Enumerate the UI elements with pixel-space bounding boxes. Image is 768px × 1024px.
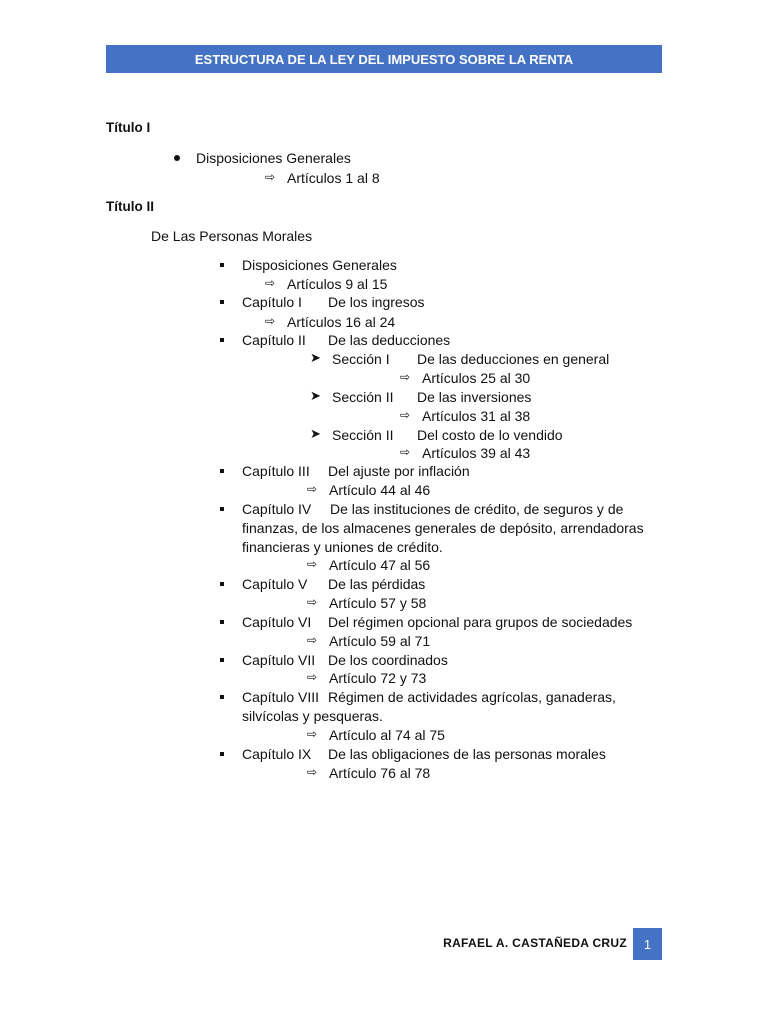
chevron-right-icon: ➤ [310,426,321,441]
item-label: Capítulo I [242,294,302,310]
titulo-1-item: Disposiciones Generales [196,150,351,166]
square-bullet-icon [220,469,224,473]
item-articles: Artículo 47 al 56 [329,557,431,573]
arrow-icon: ⇨ [307,595,318,609]
item-label: Capítulo IV [242,501,312,517]
item-desc: Del régimen opcional para grupos de sociedades [328,614,633,630]
square-bullet-icon [220,620,224,624]
item-articles: Artículo 59 al 71 [329,633,431,649]
footer-author: RAFAEL A. CASTAÑEDA CRUZ [443,936,627,950]
titulo-1-articles: Artículos 1 al 8 [287,170,380,186]
item-desc: silvícolas y pesqueras. [242,708,383,724]
item-label: Capítulo VIII [242,689,320,705]
item-label: Capítulo VII [242,652,316,668]
item-desc: De las obligaciones de las personas morales [328,746,606,762]
arrow-icon: ⇨ [307,557,318,571]
item-label: Capítulo III [242,463,310,479]
section-desc: De las inversiones [417,389,532,405]
arrow-icon: ⇨ [265,314,276,328]
item-desc: De las pérdidas [328,576,426,592]
arrow-icon: ⇨ [307,670,318,684]
bullet-icon [174,155,180,161]
arrow-icon: ⇨ [400,445,411,459]
square-bullet-icon [220,658,224,662]
section-label: Sección I [332,351,390,367]
item-desc: Régimen de actividades agrícolas, ganaderas, [328,689,616,705]
item-label: Disposiciones Generales [242,257,397,273]
header-banner [106,45,662,73]
titulo-1-heading: Título I [106,120,151,135]
section-label: Sección II [332,427,394,443]
item-desc: De las deducciones [328,332,451,348]
square-bullet-icon [220,263,224,267]
titulo-2-heading: Título II [106,199,154,214]
item-desc: financieras y uniones de crédito. [242,539,443,555]
arrow-icon: ⇨ [400,370,411,384]
chevron-right-icon: ➤ [310,388,321,403]
arrow-icon: ⇨ [265,276,276,290]
square-bullet-icon [220,582,224,586]
page-number [633,928,662,960]
item-label: Capítulo V [242,576,308,592]
arrow-icon: ⇨ [307,727,318,741]
square-bullet-icon [220,695,224,699]
arrow-icon: ⇨ [400,408,411,422]
item-articles: Artículo al 74 al 75 [329,727,445,743]
item-articles: Artículos 16 al 24 [287,314,396,330]
arrow-icon: ⇨ [265,170,276,184]
page-number-value: 1 [643,936,652,952]
section-label: Sección II [332,389,394,405]
item-articles: Artículo 44 al 46 [329,482,431,498]
item-desc: Del ajuste por inflación [328,463,470,479]
section-desc: Del costo de lo vendido [417,427,563,443]
section-articles: Artículos 39 al 43 [422,445,531,461]
square-bullet-icon [220,338,224,342]
arrow-icon: ⇨ [307,765,318,779]
item-label: Capítulo II [242,332,306,348]
titulo-2-subtitle: De Las Personas Morales [151,228,313,244]
item-desc: finanzas, de los almacenes generales de depósito, arrendadoras [242,520,644,536]
square-bullet-icon [220,507,224,511]
section-articles: Artículos 31 al 38 [422,408,531,424]
item-articles: Artículos 9 al 15 [287,276,388,292]
item-label: Capítulo IX [242,746,312,762]
item-articles: Artículo 57 y 58 [329,595,427,611]
item-desc: De los coordinados [328,652,448,668]
section-desc: De las deducciones en general [417,351,610,367]
arrow-icon: ⇨ [307,633,318,647]
item-articles: Artículo 72 y 73 [329,670,427,686]
chevron-right-icon: ➤ [310,350,321,365]
square-bullet-icon [220,300,224,304]
item-desc: De las instituciones de crédito, de seguros y de [330,501,624,517]
item-label: Capítulo VI [242,614,312,630]
item-desc: De los ingresos [328,294,425,310]
arrow-icon: ⇨ [307,482,318,496]
document-title: ESTRUCTURA DE LA LEY DEL IMPUESTO SOBRE LA RENTA [194,51,574,67]
square-bullet-icon [220,752,224,756]
section-articles: Artículos 25 al 30 [422,370,531,386]
item-articles: Artículo 76 al 78 [329,765,431,781]
